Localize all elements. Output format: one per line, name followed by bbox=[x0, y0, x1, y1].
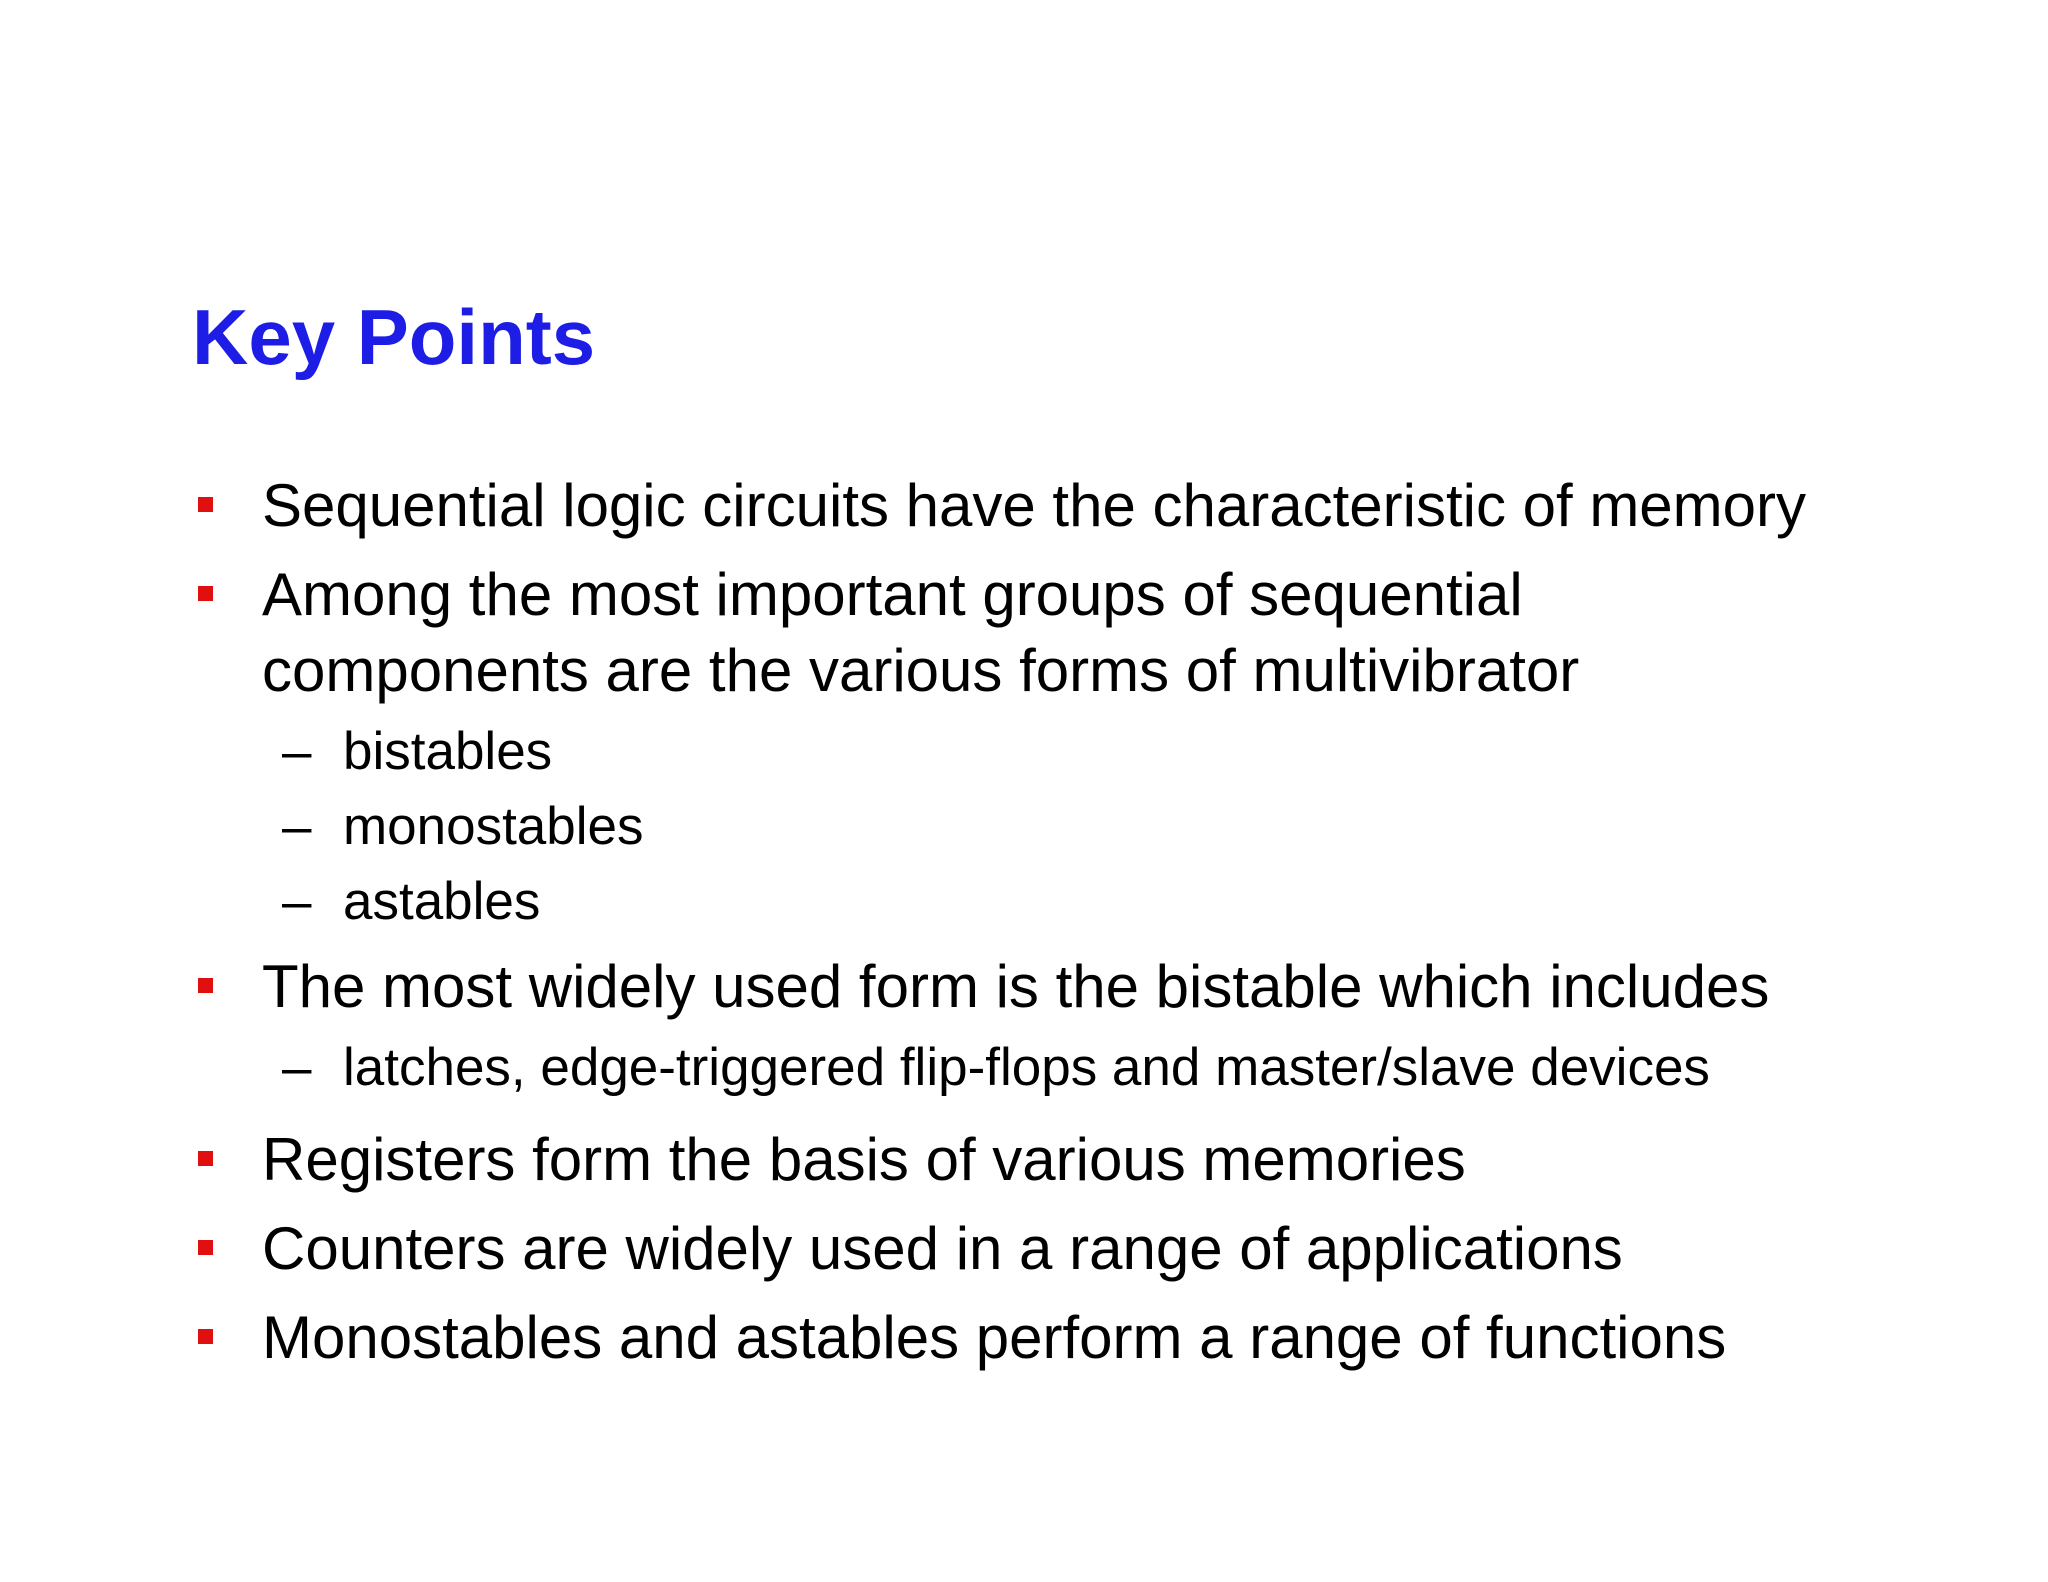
bullet-text: Sequential logic circuits have the characteristic of memory bbox=[262, 472, 1807, 539]
square-bullet-icon bbox=[198, 1240, 213, 1255]
dash-marker: – bbox=[282, 1038, 312, 1097]
square-bullet-icon bbox=[198, 978, 213, 993]
bullet-text: Monostables and astables perform a range of functions bbox=[262, 1304, 1727, 1371]
sub-item-text: bistables bbox=[343, 722, 553, 781]
bullet-text: Counters are widely used in a range of applications bbox=[262, 1215, 1623, 1282]
sub-item-text: monostables bbox=[343, 797, 644, 856]
bullet-text-line-2: components are the various forms of multivibrator bbox=[262, 637, 1580, 704]
bullet-text: Registers form the basis of various memories bbox=[262, 1126, 1466, 1193]
slide-title: Key Points bbox=[192, 293, 596, 381]
square-bullet-icon bbox=[198, 1329, 213, 1344]
sub-item-text: latches, edge-triggered flip-flops and master/slave devices bbox=[343, 1038, 1710, 1097]
square-bullet-icon bbox=[198, 1151, 213, 1166]
dash-marker: – bbox=[282, 722, 312, 781]
dash-marker: – bbox=[282, 797, 312, 856]
sub-item-text: astables bbox=[343, 872, 541, 931]
dash-marker: – bbox=[282, 872, 312, 931]
square-bullet-icon bbox=[198, 497, 213, 512]
bullet-text: The most widely used form is the bistable which includes bbox=[262, 953, 1770, 1020]
square-bullet-icon bbox=[198, 586, 213, 601]
bullet-text-line-1: Among the most important groups of sequential bbox=[262, 561, 1523, 628]
